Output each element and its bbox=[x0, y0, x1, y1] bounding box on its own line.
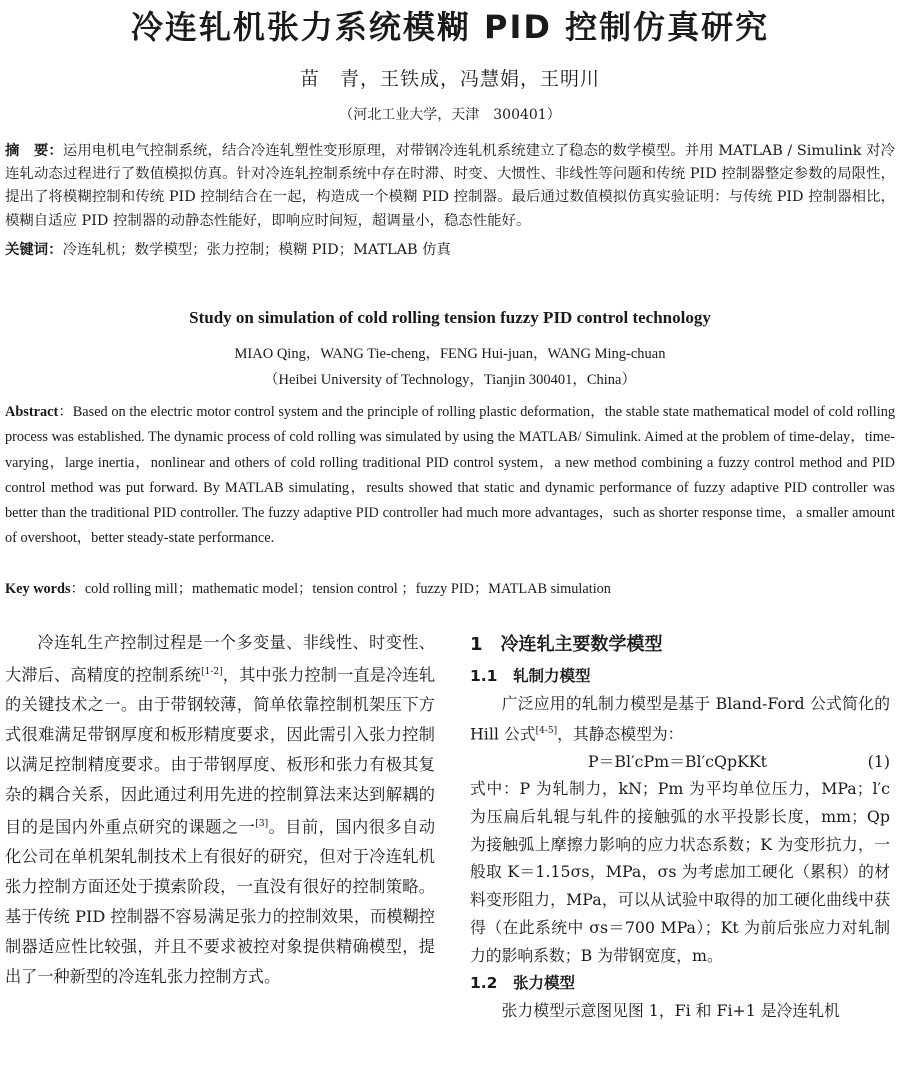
section-heading: 1 冷连轧主要数学模型 bbox=[470, 634, 663, 655]
tension-model-text: 张力模型示意图见图 1，Fi 和 Fi+1 是冷连轧机 bbox=[501, 1001, 840, 1021]
section-1 bbox=[470, 628, 890, 1025]
en-keywords bbox=[5, 578, 895, 598]
citation-ref: [4-5] bbox=[535, 725, 558, 736]
en-keywords-label: Key words bbox=[5, 581, 71, 597]
intro-text-a: 冷连轧生产控制过程是一个多变量、非线性、时变性、大滞后、高精度的控制系统 bbox=[5, 633, 435, 685]
en-authors: MIAO Qing，WANG Tie-cheng，FENG Hui-juan，WANG Ming-chuan bbox=[234, 346, 666, 362]
en-keywords-text: ：cold rolling mill；mathematic model；tension control ；fuzzy PID；MATLAB simulation bbox=[70, 581, 611, 597]
citation-ref: [3] bbox=[255, 818, 269, 829]
intro-text-c: 。目前，国内很多自动化公司在单机架轧制技术上有很好的研究，但对于冷连轧机张力控制方面还处于摸索阶段，一直没有很好的控制策略。基于传统 PID 控制器不容易满足张力的控制效果，而模糊控制器适应性比较强，并且不要求被控对象提供精确模型，提出了一种新型的冷连轧张力控制方式。 bbox=[5, 817, 436, 986]
en-abstract-text: ：Based on the electric motor control system and the principle of rolling plastic deformation，the stable state mathematical model of cold rolling process was established. The dynamic process of cold rolling was simulated by using the MATLAB/ Simulink. Aimed at the problem of time-delay，time-varying，large inertia，nonlinear and others of cold rolling traditional PID control system，a new method combining a fuzzy control method and PID control method was put forward. By MATLAB simulating，results showed that static and dynamic performance of fuzzy adaptive PID controller was better than the traditional PID controller. The fuzzy adaptive PID controller had much more advantages，such as shorter response time，a smaller amount of overshoot，better steady-state performance. bbox=[5, 404, 895, 547]
citation-ref: [1-2] bbox=[201, 666, 223, 677]
equation-text: P＝Bl′cPm＝Bl′cQpKKt bbox=[588, 751, 768, 771]
subsection-heading-rolling-force: 1.1 轧制力模型 bbox=[470, 667, 591, 685]
authors: 苗 青，王铁成，冯慧娟，王明川 bbox=[299, 68, 600, 90]
cn-abstract-text: 运用电机电气控制系统，结合冷连轧塑性变形原理，对带钢冷连轧机系统建立了稳态的数学模型。并用 MATLAB / Simulink 对冷连轧动态过程进行了数值模拟仿真。针对冷连轧控制系统中存在时滞、时变、大惯性、非线性等问题和传统 PID 控制器整定参数的局限性，提出了将模糊控制和传统 PID 控制结合在一起，构造成一个模糊 PID 控制器。最后通过数值模拟仿真实验证明：与传统 PID 控制器相比，模糊自适应 PID 控制器的动静态性能好，即响应时间短，超调量小，稳态性能好。 bbox=[5, 143, 895, 229]
intro-text-b: ，其中张力控制一直是冷连轧的关键技术之一。由于带钢较薄，简单依靠控制机架压下方式很难满足带钢厚度和板形精度要求，因此需引入张力控制以满足控制精度要求。由于带钢厚度、板形和张力有极其复杂的耦合关系，因此通过利用先进的控制算法来达到解耦的目的是国内外重点研究的课题之一 bbox=[5, 665, 436, 837]
cn-abstract bbox=[5, 140, 895, 233]
intro-paragraph bbox=[5, 628, 435, 992]
equation-number: (1) bbox=[867, 751, 890, 771]
affiliation: （河北工业大学，天津 300401） bbox=[339, 107, 561, 123]
rolling-force-intro bbox=[470, 690, 890, 748]
equation-explanation: 式中：P 为轧制力，kN；Pm 为平均单位压力，MPa；l′c 为压扁后轧辊与轧件的接触弧的水平投影长度，mm；Qp 为接触弧上摩擦力影响的应力状态系数；K 为变形抗力，一般取 K＝1.15σs，MPa，σs 为考虑加工硬化（累积）的材料变形阻力，MPa，可以从试验中取得的加工硬化曲线中获得（在此系统中 σs＝700 MPa）；Kt 为前后张应力对轧制力的影响系数；B 为带钢宽度，m。 bbox=[470, 779, 890, 965]
en-affiliation: （Heibei University of Technology，Tianjin 300401，China） bbox=[264, 372, 636, 388]
en-abstract bbox=[5, 400, 895, 552]
cn-keywords-text: 冷连轧机；数学模型；张力控制；模糊 PID；MATLAB 仿真 bbox=[62, 242, 451, 258]
rolling-force-text-end: ，其静态模型为： bbox=[557, 723, 684, 743]
subsection-heading-tension: 1.2 张力模型 bbox=[470, 974, 575, 993]
cn-abstract-label: 摘 要： bbox=[5, 143, 63, 159]
equation-1 bbox=[470, 748, 890, 776]
en-title: Study on simulation of cold rolling tension fuzzy PID control technology bbox=[189, 308, 711, 327]
en-abstract-label: Abstract bbox=[5, 404, 59, 420]
cn-keywords bbox=[5, 239, 895, 262]
cn-keywords-label: 关键词： bbox=[5, 242, 63, 258]
rolling-force-text: 广泛应用的轧制力模型是基于 Bland-Ford 公式简化的 Hill 公式 bbox=[470, 694, 890, 743]
paper-title: 冷连轧机张力系统模糊 PID 控制仿真研究 bbox=[130, 8, 770, 46]
